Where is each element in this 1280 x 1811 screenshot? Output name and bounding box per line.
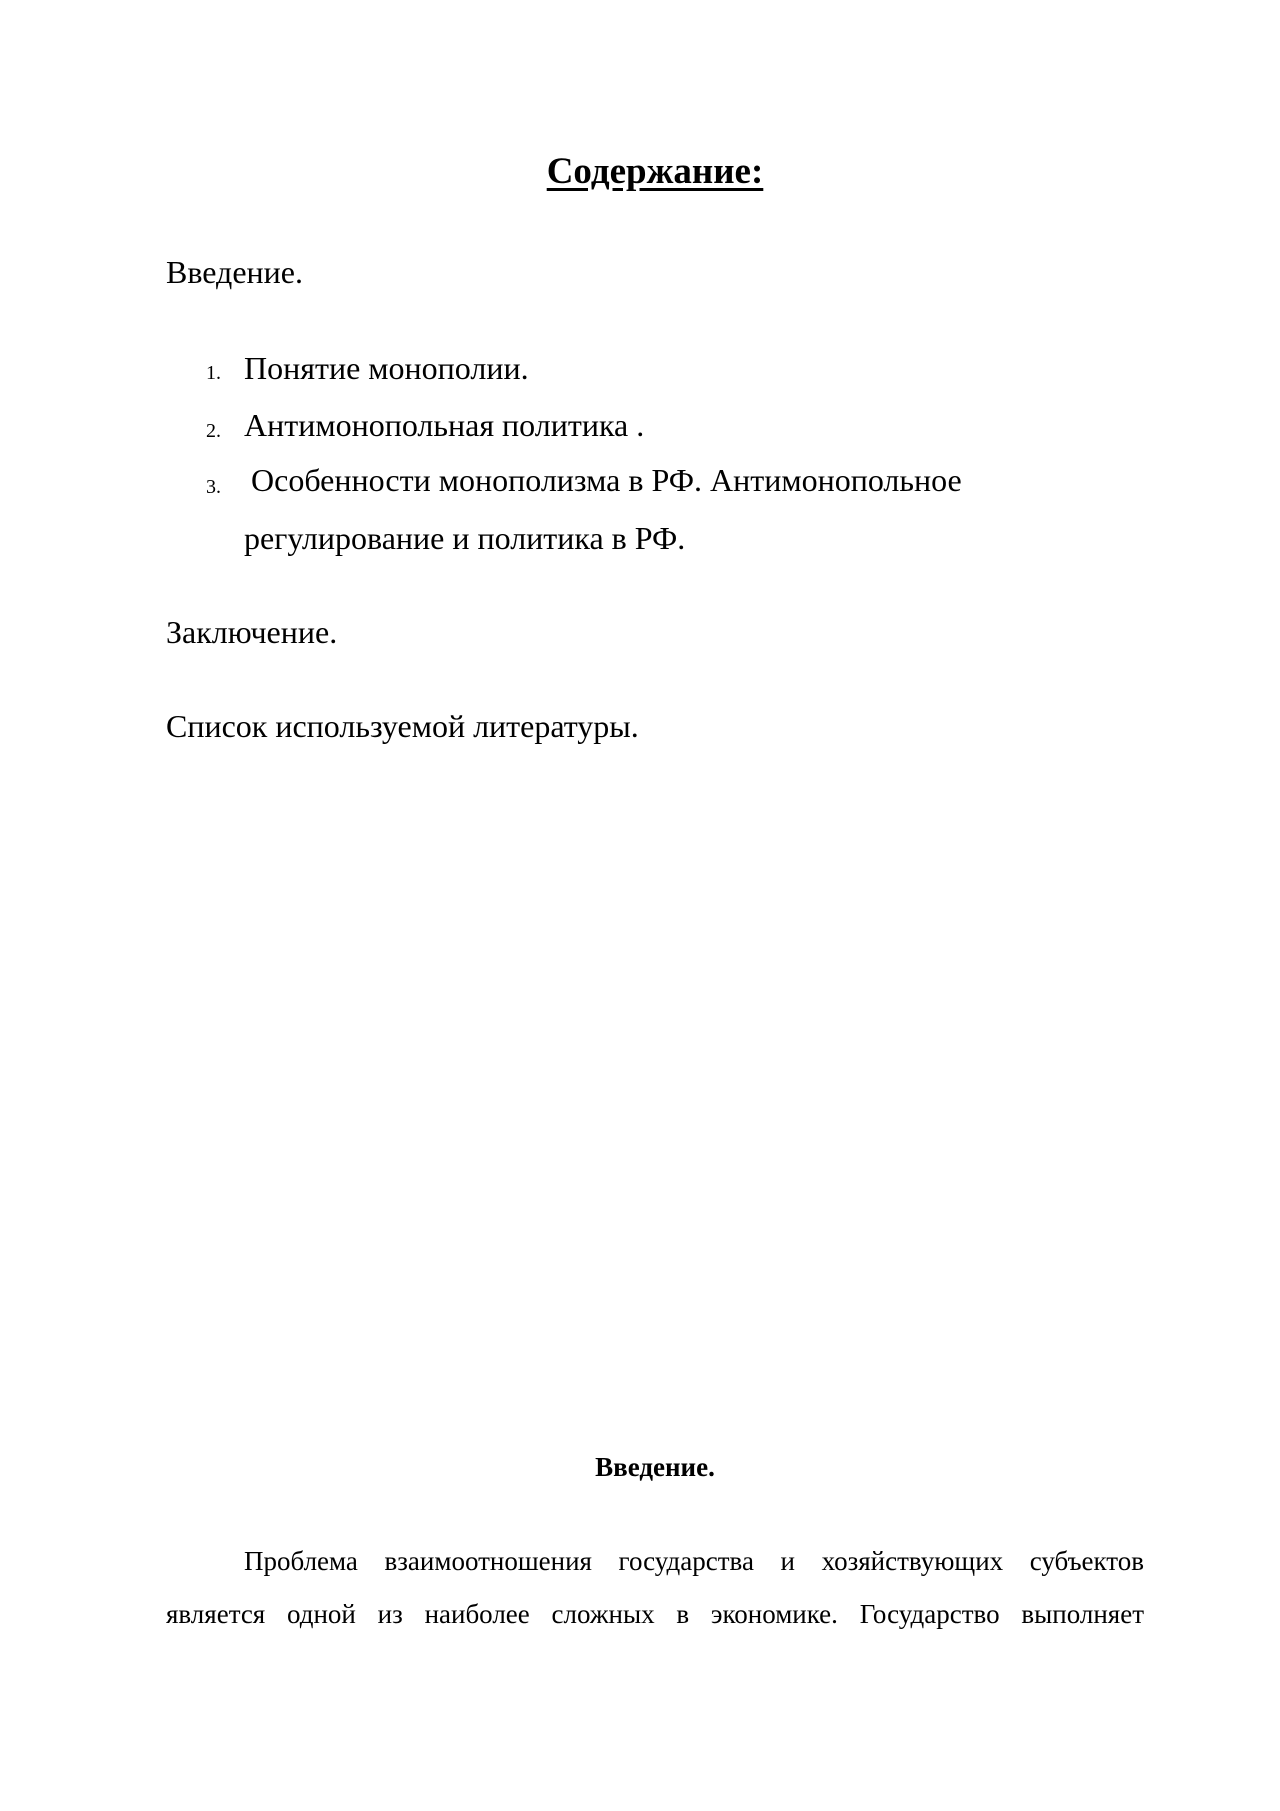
toc-entry-introduction: Введение. (166, 254, 303, 290)
toc-item-number: 1. (206, 362, 221, 384)
toc-item-text-continuation: регулирование и политика в РФ. (244, 520, 686, 556)
toc-item-number: 3. (206, 476, 221, 498)
introduction-paragraph (166, 1535, 1144, 1641)
paragraph-line: является одной из наиболее сложных в экономике. Государство выполняет (166, 1599, 1144, 1629)
introduction-heading: Введение. (595, 1452, 715, 1482)
toc-item-text: Особенности монополизма в РФ. Антимонопольное (251, 462, 962, 498)
toc-entry-literature: Список используемой литературы. (166, 708, 639, 744)
toc-entry-conclusion: Заключение. (166, 614, 338, 650)
toc-title: Содержание: (546, 151, 764, 192)
paragraph-line: Проблема взаимоотношения государства и хозяйствующих субъектов (244, 1546, 1144, 1576)
toc-item-number: 2. (206, 420, 221, 442)
toc-item-text: Понятие монополии. (244, 350, 529, 386)
toc-item-text: Антимонопольная политика . (244, 407, 645, 443)
